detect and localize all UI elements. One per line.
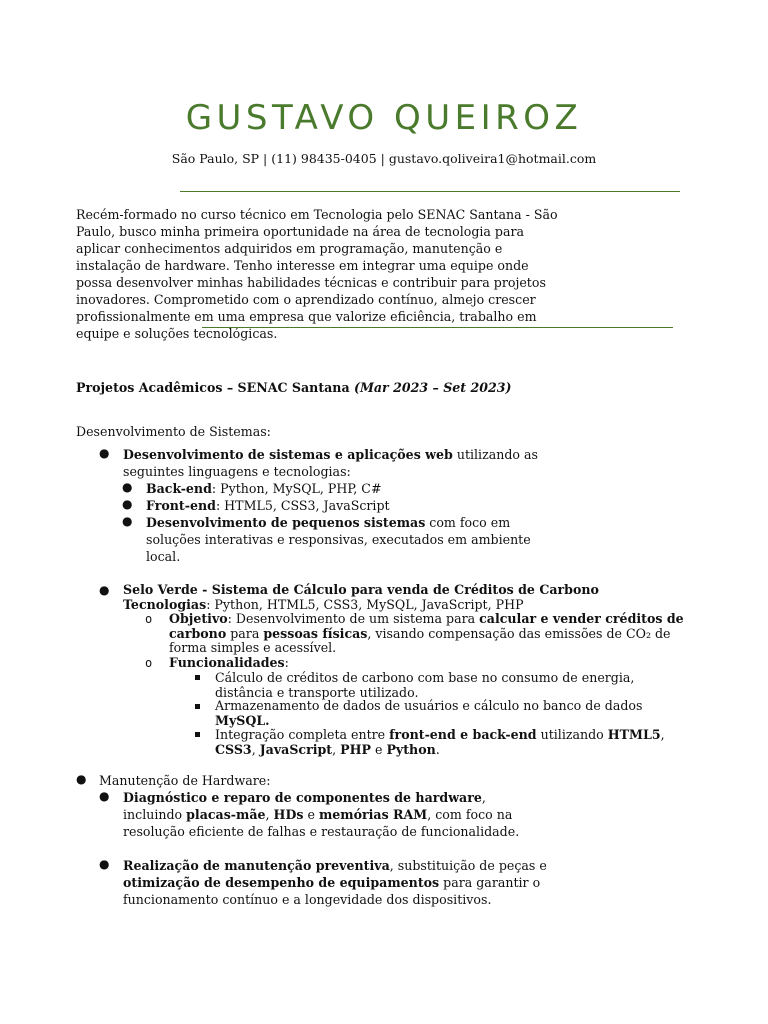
bullet-icon: ●: [122, 480, 133, 494]
square-bullet-icon: [195, 675, 200, 680]
bullet-icon: ●: [99, 446, 110, 460]
dev-main-item: Desenvolvimento de sistemas e aplicações web utilizando as seguintes linguagens e tecnologias:: [123, 447, 538, 479]
projects-heading: [76, 380, 512, 395]
square-bullet-icon: [195, 704, 200, 709]
bullet-icon: ●: [99, 857, 110, 871]
bullet-icon: ●: [122, 497, 133, 511]
selo-feature-1: Cálculo de créditos de carbono com base no consumo de energia, distância e transporte utilizado.: [215, 670, 635, 700]
square-bullet-icon: [195, 732, 200, 737]
projects-title: Projetos Acadêmicos – SENAC Santana: [76, 380, 350, 395]
selo-verde-item: Selo Verde - Sistema de Cálculo para venda de Créditos de Carbono Tecnologias: Python, HTML5, CSS3, MySQL, JavaScript, PHP: [123, 582, 599, 612]
dev-small-systems-item: Desenvolvimento de pequenos sistemas com foco em soluções interativas e responsivas, executados em ambiente local.: [146, 515, 531, 564]
dev-frontend-item: Front-end: HTML5, CSS3, JavaScript: [146, 498, 390, 513]
bullet-icon: ●: [122, 514, 133, 528]
contact-line: São Paulo, SP | (11) 98435-0405 | gustavo.qoliveira1@hotmail.com: [171, 151, 597, 166]
selo-verde-title: Selo Verde - Sistema de Cálculo para venda de Créditos de Carbono: [123, 582, 599, 597]
bullet-icon: ●: [99, 789, 110, 803]
projects-period: (Mar 2023 – Set 2023): [354, 380, 512, 395]
selo-features-label: Funcionalidades:: [169, 655, 289, 670]
bullet-icon: ●: [76, 772, 87, 786]
selo-objective: Objetivo: Desenvolvimento de um sistema para calcular e vender créditos de carbono para pessoas físicas, visando compensação das emissões de CO₂ de forma simples e acessível.: [169, 611, 684, 655]
header-divider: [180, 191, 680, 192]
dev-section-title: Desenvolvimento de Sistemas:: [76, 424, 271, 439]
circle-bullet-icon: o: [145, 656, 153, 670]
dev-backend-item: Back-end: Python, MySQL, PHP, C#: [146, 481, 382, 496]
circle-bullet-icon: o: [145, 612, 153, 626]
selo-feature-3: Integração completa entre front-end e back-end utilizando HTML5, CSS3, JavaScript, PHP e Python.: [215, 727, 665, 757]
hw-maintenance-item: Realização de manutenção preventiva, substituição de peças e otimização de desempenho de equipamentos para garantir o funcionamento contínuo e a longevidade dos dispositivos.: [123, 858, 547, 907]
hw-diagnosis-item: Diagnóstico e reparo de componentes de hardware, incluindo placas-mãe, HDs e memórias RAM, com foco na resolução eficiente de falhas e restauração de funcionalidade.: [123, 790, 520, 839]
hw-section-title: Manutenção de Hardware:: [99, 773, 271, 788]
candidate-name: GUSTAVO QUEIROZ: [185, 98, 583, 138]
professional-summary: Recém-formado no curso técnico em Tecnologia pelo SENAC Santana - São Paulo, busco minha primeira oportunidade na área de tecnologia para aplicar conhecimentos adquiridos em programação, manutenção e instalação de hardware. Tenho interesse em integrar uma equipe onde possa desenvolver minhas habilidades técnicas e contribuir para projetos inovadores. Comprometido com o aprendizado contínuo, almejo crescer profissionalmente em uma empresa que valorize eficiência, trabalho em equipe e soluções tecnológicas.: [76, 207, 558, 341]
summary-divider: [202, 327, 673, 328]
selo-feature-2: Armazenamento de dados de usuários e cálculo no banco de dados MySQL.: [215, 698, 643, 728]
bullet-icon: ●: [99, 583, 110, 597]
